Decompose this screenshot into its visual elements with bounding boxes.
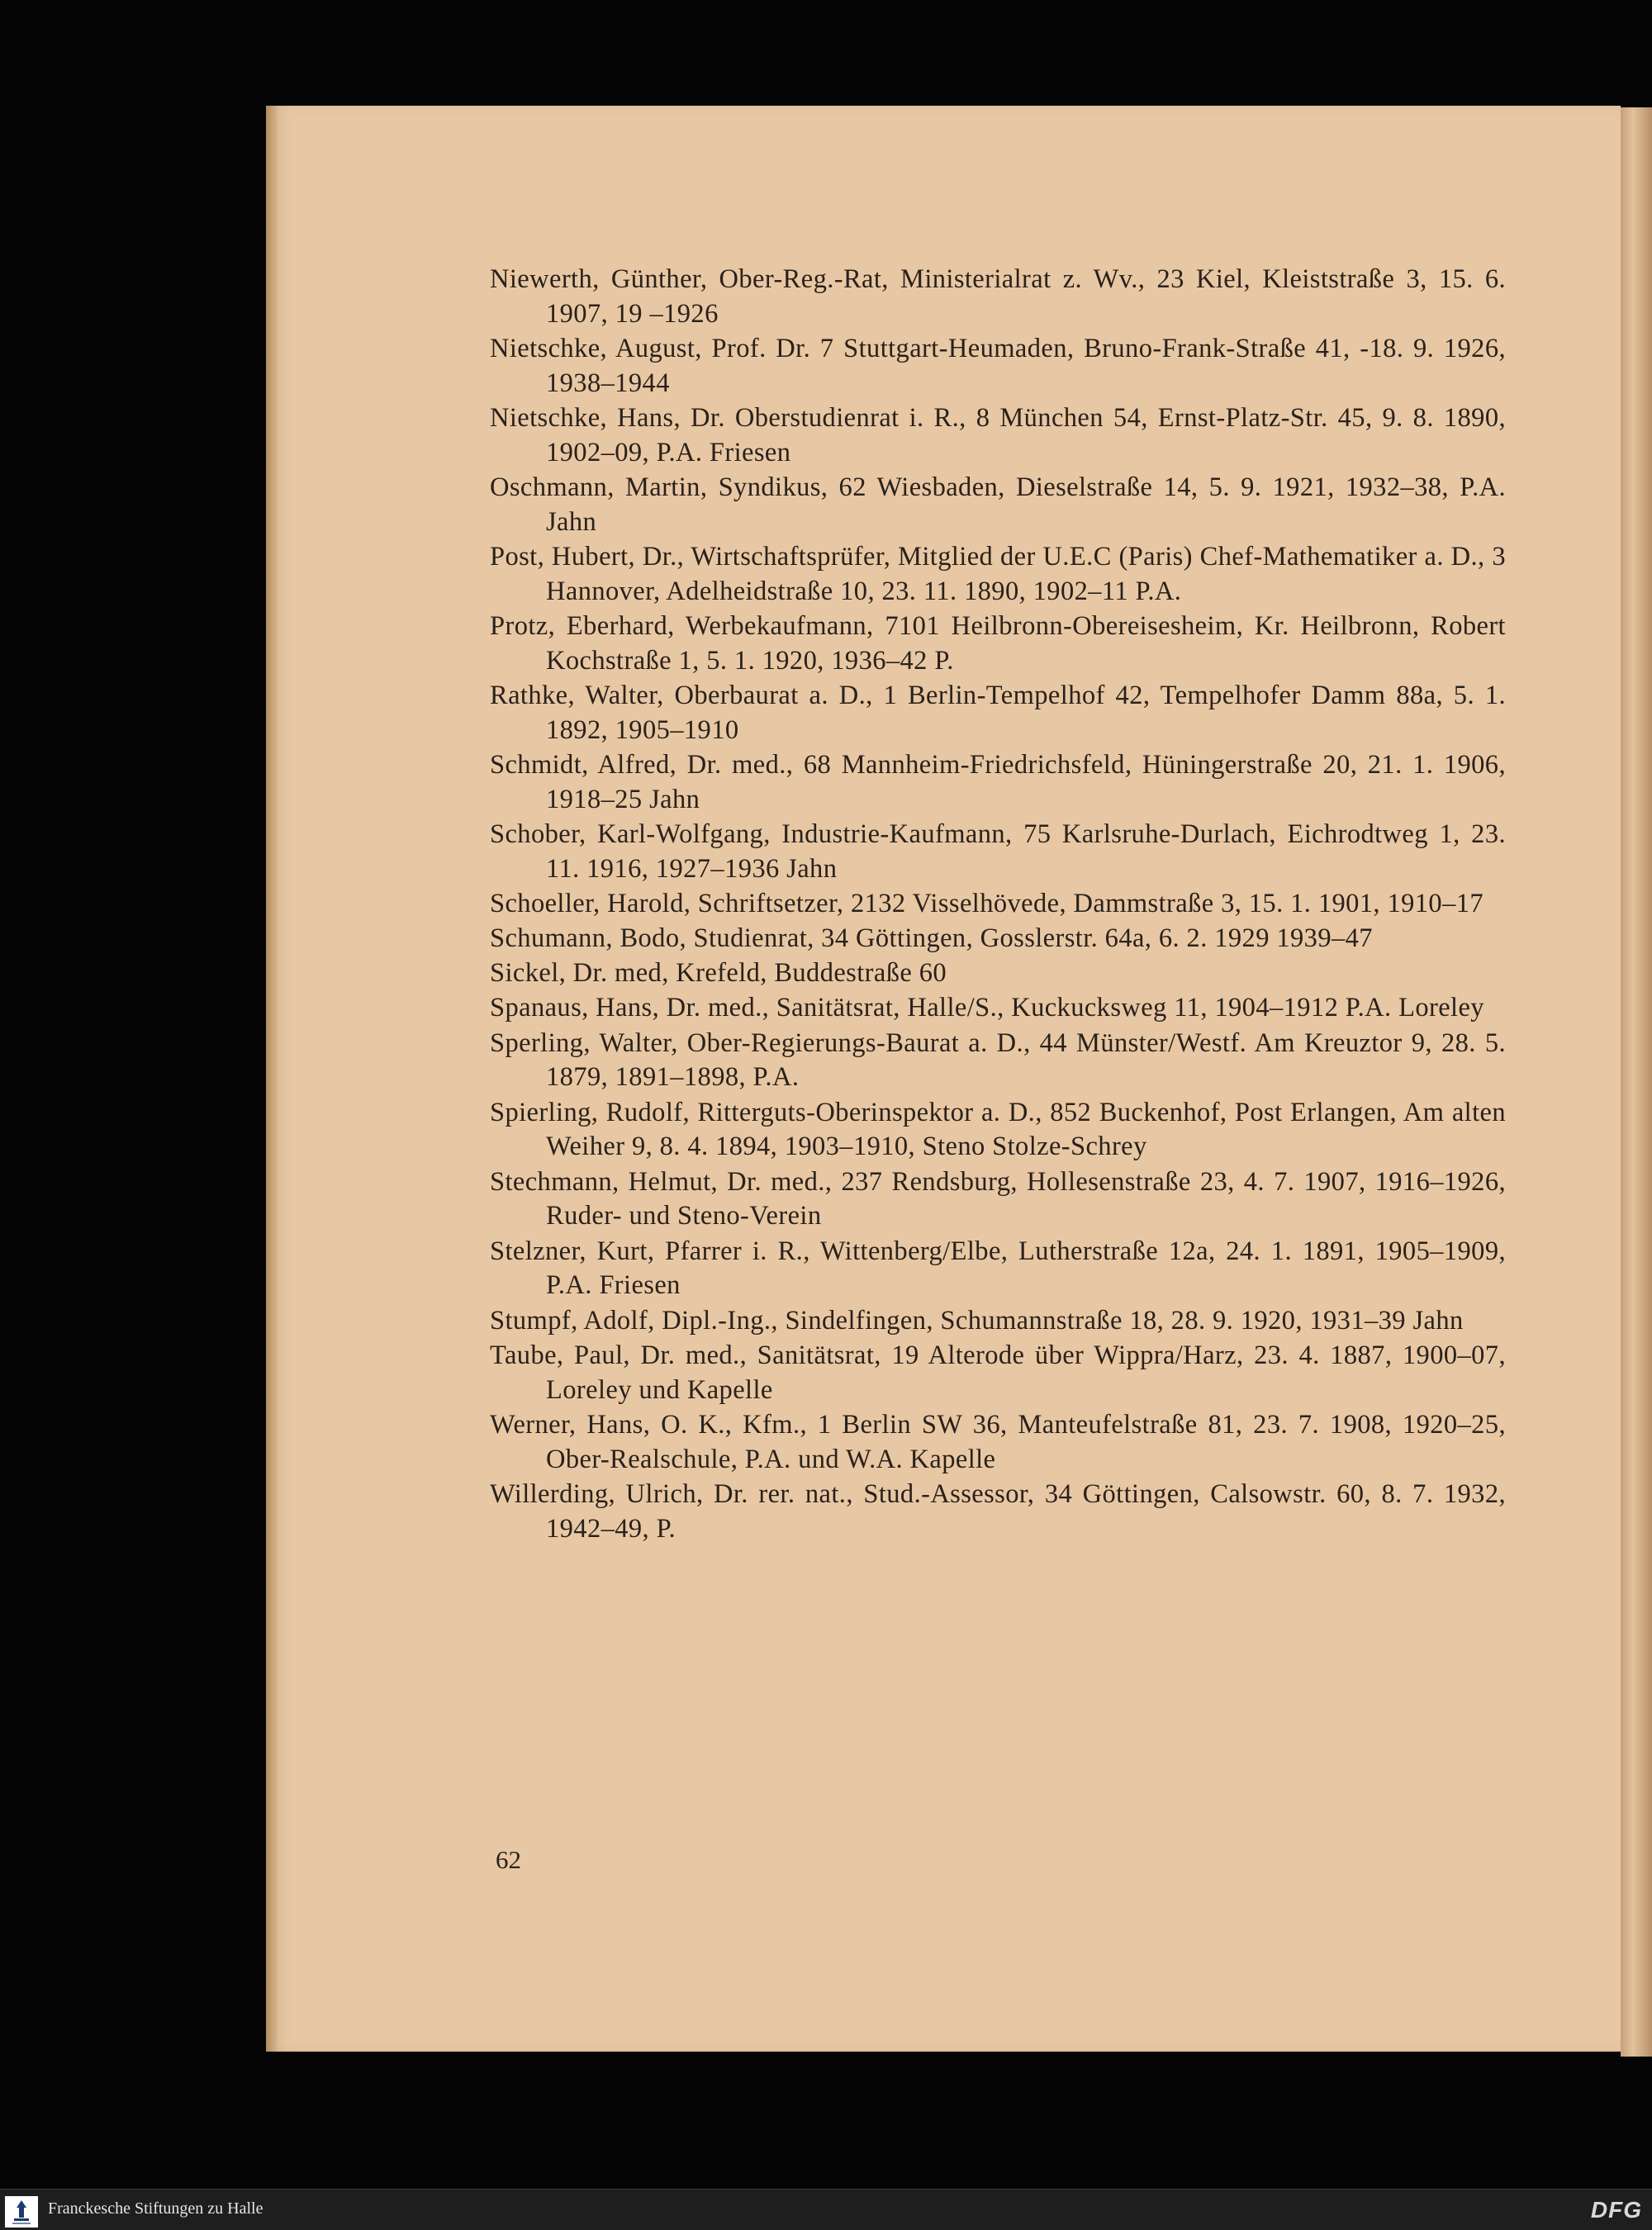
- list-item: Protz, Eberhard, Werbekaufmann, 7101 Heilbronn-Obereisesheim, Kr. Heilbronn, Robert Kochstraße 1, 5. 1. 1920, 1936–42 P.: [490, 610, 1506, 676]
- page-binding-edge: [266, 106, 278, 2052]
- list-item: Sickel, Dr. med, Krefeld, Buddestraße 60: [490, 958, 947, 989]
- francke-foundation-logo-icon[interactable]: [5, 2196, 38, 2228]
- page-stack-edge: [1621, 107, 1652, 2057]
- list-item: Stechmann, Helmut, Dr. med., 237 Rendsburg, Hollesenstraße 23, 4. 7. 1907, 1916–1926, Ruder- und Steno-Verein: [490, 1166, 1506, 1231]
- list-item: Spanaus, Hans, Dr. med., Sanitätsrat, Halle/S., Kuckucksweg 11, 1904–1912 P.A. Loreley: [490, 993, 1484, 1023]
- list-item: Rathke, Walter, Oberbaurat a. D., 1 Berlin-Tempelhof 42, Tempelhofer Damm 88a, 5. 1. 1892, 1905–1910: [490, 680, 1506, 745]
- list-item: Schumann, Bodo, Studienrat, 34 Göttingen, Gosslerstr. 64a, 6. 2. 1929 1939–47: [490, 923, 1373, 954]
- list-item: Stumpf, Adolf, Dipl.-Ing., Sindelfingen, Schumannstraße 18, 28. 9. 1920, 1931–39 Jahn: [490, 1305, 1464, 1336]
- list-item: Nietschke, Hans, Dr. Oberstudienrat i. R., 8 München 54, Ernst-Platz-Str. 45, 9. 8. 1890, 1902–09, P.A. Friesen: [490, 402, 1506, 467]
- list-item: Spierling, Rudolf, Ritterguts-Oberinspektor a. D., 852 Buckenhof, Post Erlangen, Am alten Weiher 9, 8. 4. 1894, 1903–1910, Steno Stolze-Schrey: [490, 1097, 1506, 1162]
- list-item: Schmidt, Alfred, Dr. med., 68 Mannheim-Friedrichsfeld, Hüningerstraße 20, 21. 1. 1906, 1918–25 Jahn: [490, 749, 1506, 814]
- page-number: 62: [496, 1845, 521, 1874]
- dfg-logo[interactable]: DFG: [1590, 2197, 1642, 2223]
- list-item: Sperling, Walter, Ober-Regierungs-Baurat a. D., 44 Münster/Westf. Am Kreuztor 9, 28. 5. 1879, 1891–1898, P.A.: [490, 1027, 1506, 1093]
- list-item: Oschmann, Martin, Syndikus, 62 Wiesbaden, Dieselstraße 14, 5. 9. 1921, 1932–38, P.A. Jahn: [490, 472, 1506, 537]
- institution-link[interactable]: Franckesche Stiftungen zu Halle: [48, 2199, 263, 2218]
- address-list: [490, 263, 1506, 1547]
- list-item: Post, Hubert, Dr., Wirtschaftsprüfer, Mitglied der U.E.C (Paris) Chef-Mathematiker a. D., 3 Hannover, Adelheidstraße 10, 23. 11. 1890, 1902–11 P.A.: [490, 541, 1506, 606]
- list-item: Schober, Karl-Wolfgang, Industrie-Kaufmann, 75 Karlsruhe-Durlach, Eichrodtweg 1, 23. 11. 1916, 1927–1936 Jahn: [490, 818, 1506, 884]
- list-item: Willerding, Ulrich, Dr. rer. nat., Stud.-Assessor, 34 Göttingen, Calsowstr. 60, 8. 7. 1932, 1942–49, P.: [490, 1478, 1506, 1544]
- list-item: Taube, Paul, Dr. med., Sanitätsrat, 19 Alterode über Wippra/Harz, 23. 4. 1887, 1900–07, Loreley und Kapelle: [490, 1340, 1506, 1405]
- list-item: Stelzner, Kurt, Pfarrer i. R., Wittenberg/Elbe, Lutherstraße 12a, 24. 1. 1891, 1905–1909, P.A. Friesen: [490, 1236, 1506, 1301]
- list-item: Schoeller, Harold, Schriftsetzer, 2132 Visselhövede, Dammstraße 3, 15. 1. 1901, 1910–17: [490, 888, 1484, 918]
- list-item: Werner, Hans, O. K., Kfm., 1 Berlin SW 36, Manteufelstraße 81, 23. 7. 1908, 1920–25, Ober-Realschule, P.A. und W.A. Kapelle: [490, 1409, 1506, 1474]
- list-item: Niewerth, Günther, Ober-Reg.-Rat, Ministerialrat z. Wv., 23 Kiel, Kleiststraße 3, 15. 6. 1907, 19 –1926: [490, 264, 1506, 329]
- list-item: Nietschke, August, Prof. Dr. 7 Stuttgart-Heumaden, Bruno-Frank-Straße 41, -18. 9. 1926, 1938–1944: [490, 333, 1506, 398]
- viewer-footer: [0, 2189, 1652, 2230]
